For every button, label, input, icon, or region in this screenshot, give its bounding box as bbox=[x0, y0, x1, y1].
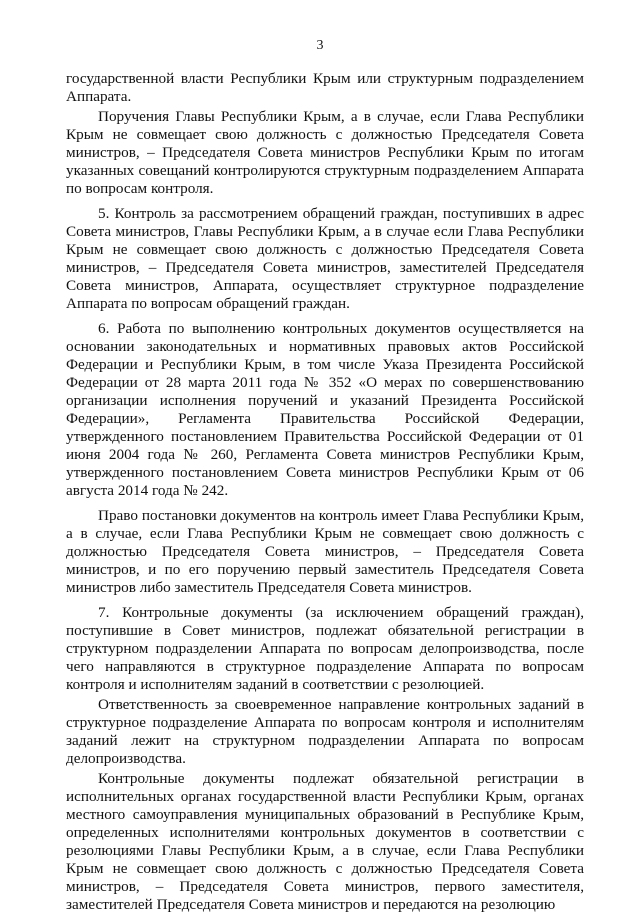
paragraph-responsibility: Ответственность за своевременное направление контрольных заданий в структурное подразделение Аппарата по вопросам контроля и исполнителям заданий лежит на структурном подразделении Аппарата по вопросам делопроизводства. bbox=[66, 696, 584, 767]
paragraph-item-5: 5. Контроль за рассмотрением обращений граждан, поступивших в адрес Совета министров, Главы Республики Крым, а в случае если Глава Республики Крым не совмещает свою должность с должностью Председателя Совета министров, – Председателя Совета министров, заместителей Председателя Совета министров, Аппарата, осуществляет структурное подразделение Аппарата по вопросам обращений граждан. bbox=[66, 205, 584, 312]
page-number: 3 bbox=[316, 38, 324, 53]
paragraph-item-6: 6. Работа по выполнению контрольных документов осуществляется на основании законодательных и нормативных правовых актов Российской Федерации и Республики Крым, в том числе Указа Президента Российской Федерации от 28 марта 2011 года № 352 «О мерах по совершенствованию организации исполнения поручений и указаний Президента Российской Федерации», Регламента Правительства Российской Федерации, утвержденного постановлением Правительства Российской Федерации от 01 июня 2004 года № 260, Регламента Совета министров Республики Крым, утвержденного постановлением Совета министров Республики Крым от 06 августа 2014 года № 242. bbox=[66, 320, 584, 499]
paragraph-registration: Контрольные документы подлежат обязательной регистрации в исполнительных органах государственной власти Республики Крым, органах местного самоуправления муниципальных образований в Республике Крым, определенных исполнителями контрольных документов в соответствии с резолюциями Главы Республики Крым, а в случае, если Глава Республики Крым не совмещает свою должность с должностью Председателя Совета министров, – Председателя Совета министров, первого заместителя, заместителей Председателя Совета министров и передаются на резолюцию bbox=[66, 770, 584, 913]
paragraph-continuation: государственной власти Республики Крым или структурным подразделением Аппарата. bbox=[66, 70, 584, 105]
paragraph-control-right: Право постановки документов на контроль имеет Глава Республики Крым, а в случае, если Глава Республики Крым не совмещает свою должность с должностью Председателя Совета министров, – Председателя Совета министров, и по его поручению первый заместитель Председателя Совета министров либо заместитель Председателя Совета министров. bbox=[66, 507, 584, 596]
paragraph-instructions: Поручения Главы Республики Крым, а в случае, если Глава Республики Крым не совмещает свою должность с должностью Председателя Совета министров, – Председателя Совета министров Республики Крым по итогам указанных совещаний контролируются структурным подразделением Аппарата по вопросам контроля. bbox=[66, 108, 584, 197]
document-body bbox=[66, 70, 584, 921]
paragraph-item-7: 7. Контрольные документы (за исключением обращений граждан), поступившие в Совет министров, подлежат обязательной регистрации в структурном подразделении Аппарата по вопросам делопроизводства, после чего направляются в структурное подразделение Аппарата по вопросам контроля и исполнителям заданий в соответствии с резолюцией. bbox=[66, 604, 584, 693]
